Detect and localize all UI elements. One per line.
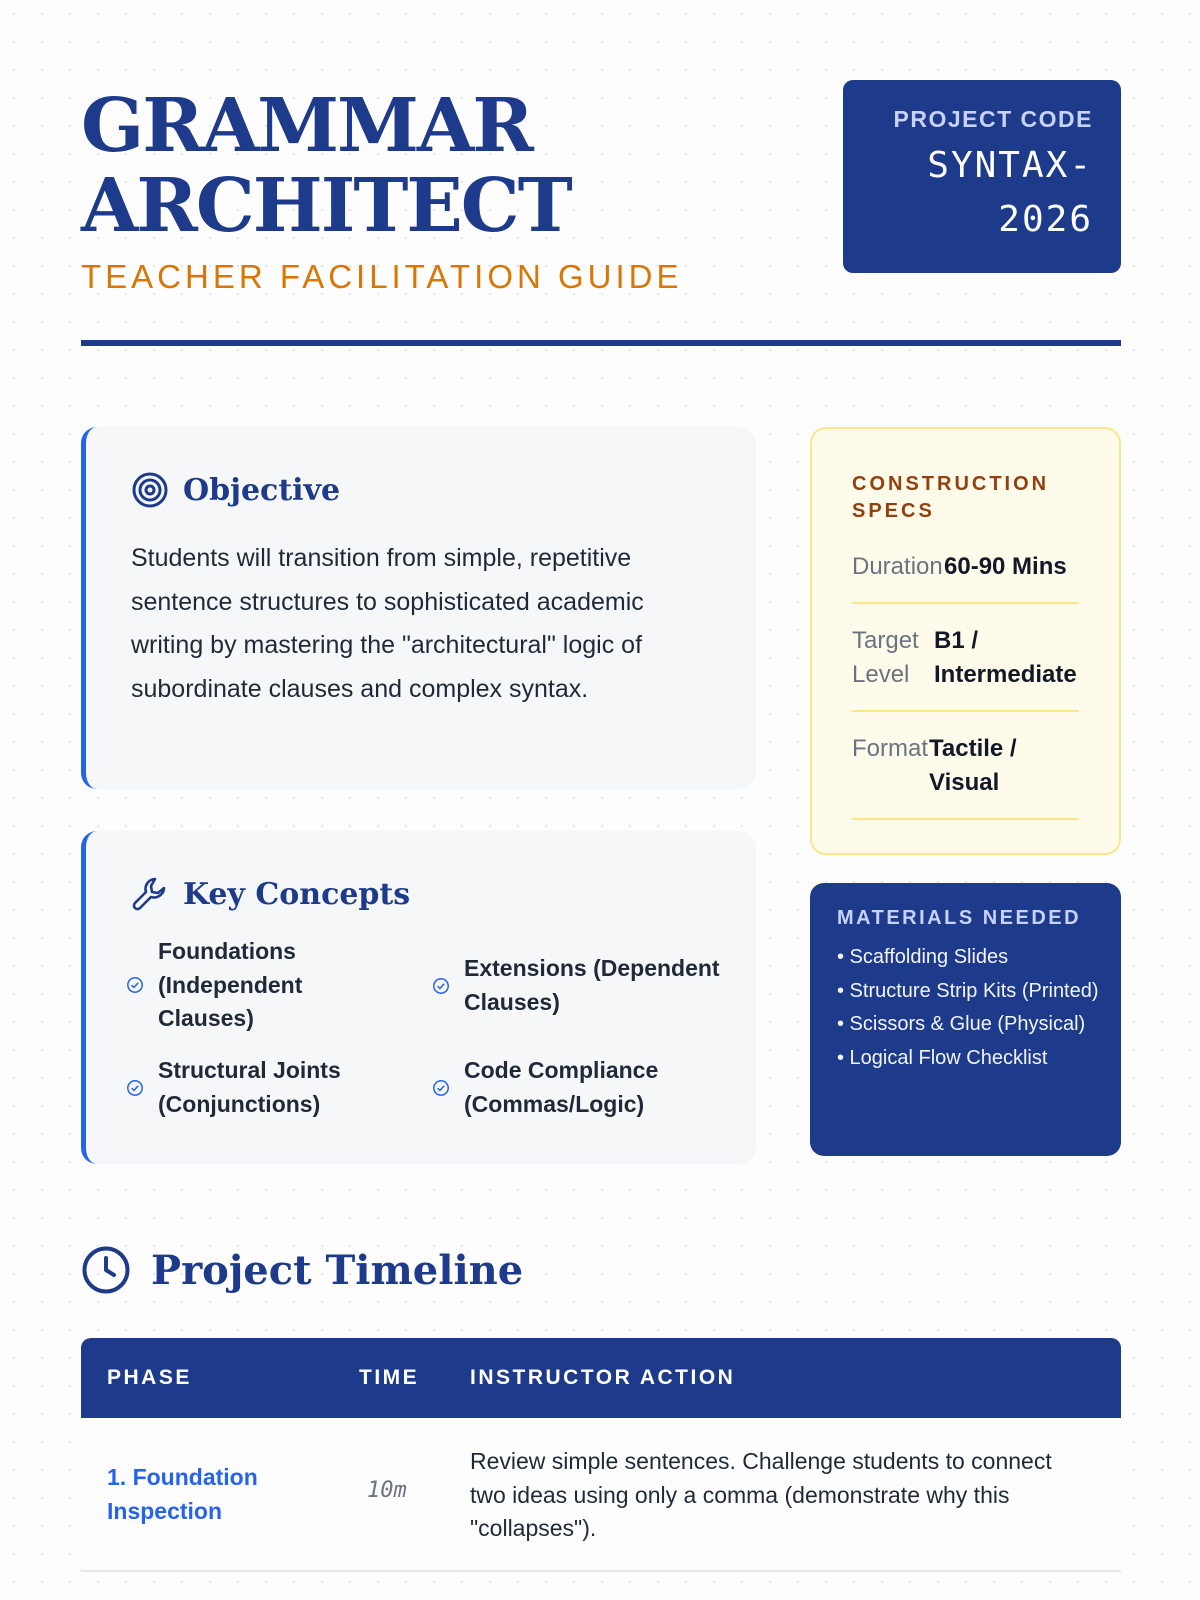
facilitation-guide-page [81, 0, 1121, 1600]
project-code-label: PROJECT CODE [893, 106, 1093, 132]
page-subtitle: TEACHER FACILITATION GUIDE [81, 258, 683, 295]
title-line-2: ARCHITECT [81, 163, 571, 249]
concept-item [126, 1054, 426, 1121]
key-concepts-card [81, 831, 756, 1164]
concept-label: Extensions (Dependent Clauses) [464, 955, 720, 1015]
objective-heading [131, 471, 340, 509]
page-title [81, 83, 571, 249]
spec-row-format [852, 732, 1079, 820]
spec-value: 60-90 Mins [944, 553, 1067, 580]
phase-cell: 1. Foundation Inspection [107, 1464, 258, 1524]
spec-value: Tactile / Visual [929, 735, 1017, 796]
project-code-line-2: 2026 [998, 199, 1093, 240]
column-header-action: INSTRUCTOR ACTION [470, 1366, 736, 1389]
objective-text: Students will transition from simple, repetitive sentence structures to sophisticated academic writing by mastering the "architectural" logic of subordinate clauses and complex syntax. [131, 544, 644, 703]
materials-title: MATERIALS NEEDED [837, 907, 1082, 929]
objective-card [81, 427, 756, 789]
key-concepts-heading [131, 875, 410, 913]
check-circle-icon [432, 1079, 450, 1097]
concept-item [432, 952, 732, 1019]
header [81, 80, 1121, 346]
spec-row-target-level [852, 624, 1079, 712]
project-code-box [843, 80, 1121, 273]
timeline-heading [81, 1245, 523, 1295]
concept-item [126, 935, 396, 1036]
materials-list [837, 944, 1101, 1071]
project-code-line-1: SYNTAX- [927, 145, 1093, 186]
wrench-icon [131, 875, 169, 913]
concept-label: Structural Joints (Conjunctions) [158, 1057, 341, 1117]
concept-label: Foundations (Independent Clauses) [158, 938, 303, 1031]
action-cell: Review simple sentences. Challenge students to connect two ideas using only a comma (demonstrate why this "collapses"). [470, 1448, 1052, 1541]
spec-label: Target Level [852, 627, 919, 688]
table-row [81, 1418, 1121, 1572]
time-cell: 10m [367, 1478, 407, 1503]
clock-icon [81, 1245, 131, 1295]
timeline-table-header [81, 1338, 1121, 1418]
list-item: • Scissors & Glue (Physical) [837, 1013, 1086, 1035]
header-divider [81, 340, 1121, 346]
concept-label: Code Compliance (Commas/Logic) [464, 1057, 659, 1117]
spec-label: Duration [852, 553, 943, 580]
concept-item [432, 1054, 732, 1121]
spec-row-duration [852, 550, 1079, 604]
list-item: • Structure Strip Kits (Printed) [837, 979, 1099, 1002]
project-code-value [843, 139, 1093, 247]
check-circle-icon [126, 976, 144, 994]
list-item: • Logical Flow Checklist [837, 1046, 1048, 1069]
title-line-1: GRAMMAR [81, 83, 532, 169]
construction-specs-card [810, 427, 1121, 855]
timeline-title: Project Timeline [151, 1246, 524, 1294]
materials-card [810, 883, 1121, 1156]
check-circle-icon [126, 1079, 144, 1097]
key-concepts-title: Key Concepts [183, 876, 411, 912]
specs-title: CONSTRUCTION SPECS [852, 473, 1050, 522]
spec-label: Format [852, 735, 929, 762]
column-header-time: TIME [359, 1366, 420, 1389]
objective-title: Objective [183, 472, 341, 508]
spec-value: B1 / Intermediate [934, 627, 1077, 688]
target-icon [131, 471, 169, 509]
column-header-phase: PHASE [107, 1366, 192, 1389]
check-circle-icon [432, 977, 450, 995]
list-item: • Scaffolding Slides [837, 946, 1009, 968]
